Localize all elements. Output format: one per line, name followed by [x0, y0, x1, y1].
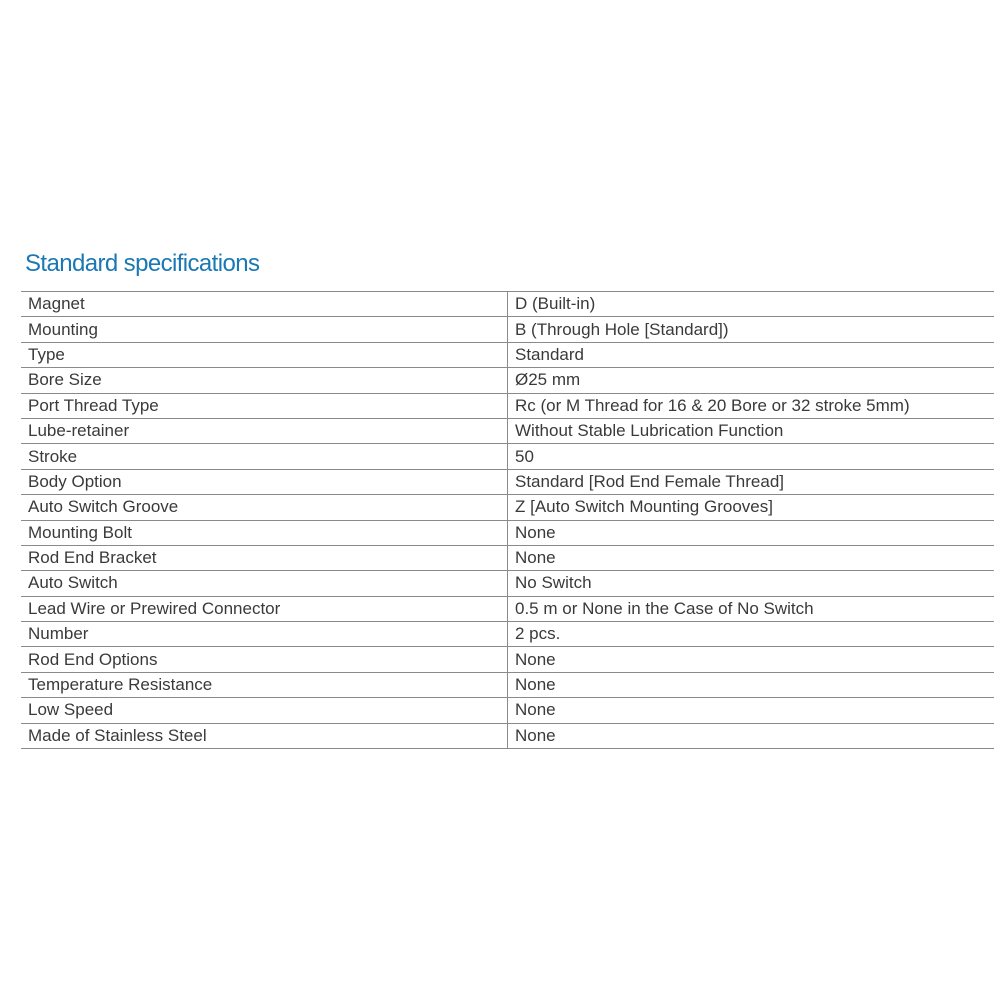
spec-value: Z [Auto Switch Mounting Grooves]	[508, 495, 995, 520]
spec-name: Mounting Bolt	[21, 520, 508, 545]
table-row	[21, 596, 994, 621]
spec-name: Port Thread Type	[21, 393, 508, 418]
table-row	[21, 545, 994, 570]
table-row	[21, 672, 994, 697]
spec-value: None	[508, 672, 995, 697]
spec-value: None	[508, 545, 995, 570]
table-row	[21, 342, 994, 367]
spec-value: No Switch	[508, 571, 995, 596]
spec-value: 0.5 m or None in the Case of No Switch	[508, 596, 995, 621]
table-row	[21, 292, 994, 317]
spec-value: None	[508, 520, 995, 545]
spec-name: Rod End Bracket	[21, 545, 508, 570]
table-row	[21, 495, 994, 520]
table-row	[21, 368, 994, 393]
table-row	[21, 647, 994, 672]
spec-name: Type	[21, 342, 508, 367]
spec-value: Rc (or M Thread for 16 & 20 Bore or 32 stroke 5mm)	[508, 393, 995, 418]
spec-value: Without Stable Lubrication Function	[508, 418, 995, 443]
spec-value: None	[508, 698, 995, 723]
spec-value: B (Through Hole [Standard])	[508, 317, 995, 342]
spec-name: Rod End Options	[21, 647, 508, 672]
spec-name: Made of Stainless Steel	[21, 723, 508, 748]
spec-value: Standard	[508, 342, 995, 367]
table-row	[21, 571, 994, 596]
spec-value: Ø25 mm	[508, 368, 995, 393]
spec-name: Low Speed	[21, 698, 508, 723]
spec-name: Auto Switch	[21, 571, 508, 596]
spec-name: Body Option	[21, 469, 508, 494]
page-title: Standard specifications	[25, 250, 260, 277]
spec-table	[21, 291, 994, 749]
spec-name: Number	[21, 622, 508, 647]
table-row	[21, 418, 994, 443]
table-row	[21, 317, 994, 342]
spec-value: D (Built-in)	[508, 292, 995, 317]
spec-name: Temperature Resistance	[21, 672, 508, 697]
spec-name: Lube-retainer	[21, 418, 508, 443]
table-row	[21, 444, 994, 469]
spec-value: None	[508, 647, 995, 672]
spec-name: Auto Switch Groove	[21, 495, 508, 520]
table-row	[21, 393, 994, 418]
spec-value: 50	[508, 444, 995, 469]
table-row	[21, 520, 994, 545]
spec-name: Stroke	[21, 444, 508, 469]
table-row	[21, 723, 994, 748]
spec-name: Bore Size	[21, 368, 508, 393]
spec-value: Standard [Rod End Female Thread]	[508, 469, 995, 494]
table-row	[21, 469, 994, 494]
table-row	[21, 698, 994, 723]
table-row	[21, 622, 994, 647]
spec-value: 2 pcs.	[508, 622, 995, 647]
spec-name: Lead Wire or Prewired Connector	[21, 596, 508, 621]
spec-table-body	[21, 292, 994, 749]
spec-name: Mounting	[21, 317, 508, 342]
spec-value: None	[508, 723, 995, 748]
spec-name: Magnet	[21, 292, 508, 317]
